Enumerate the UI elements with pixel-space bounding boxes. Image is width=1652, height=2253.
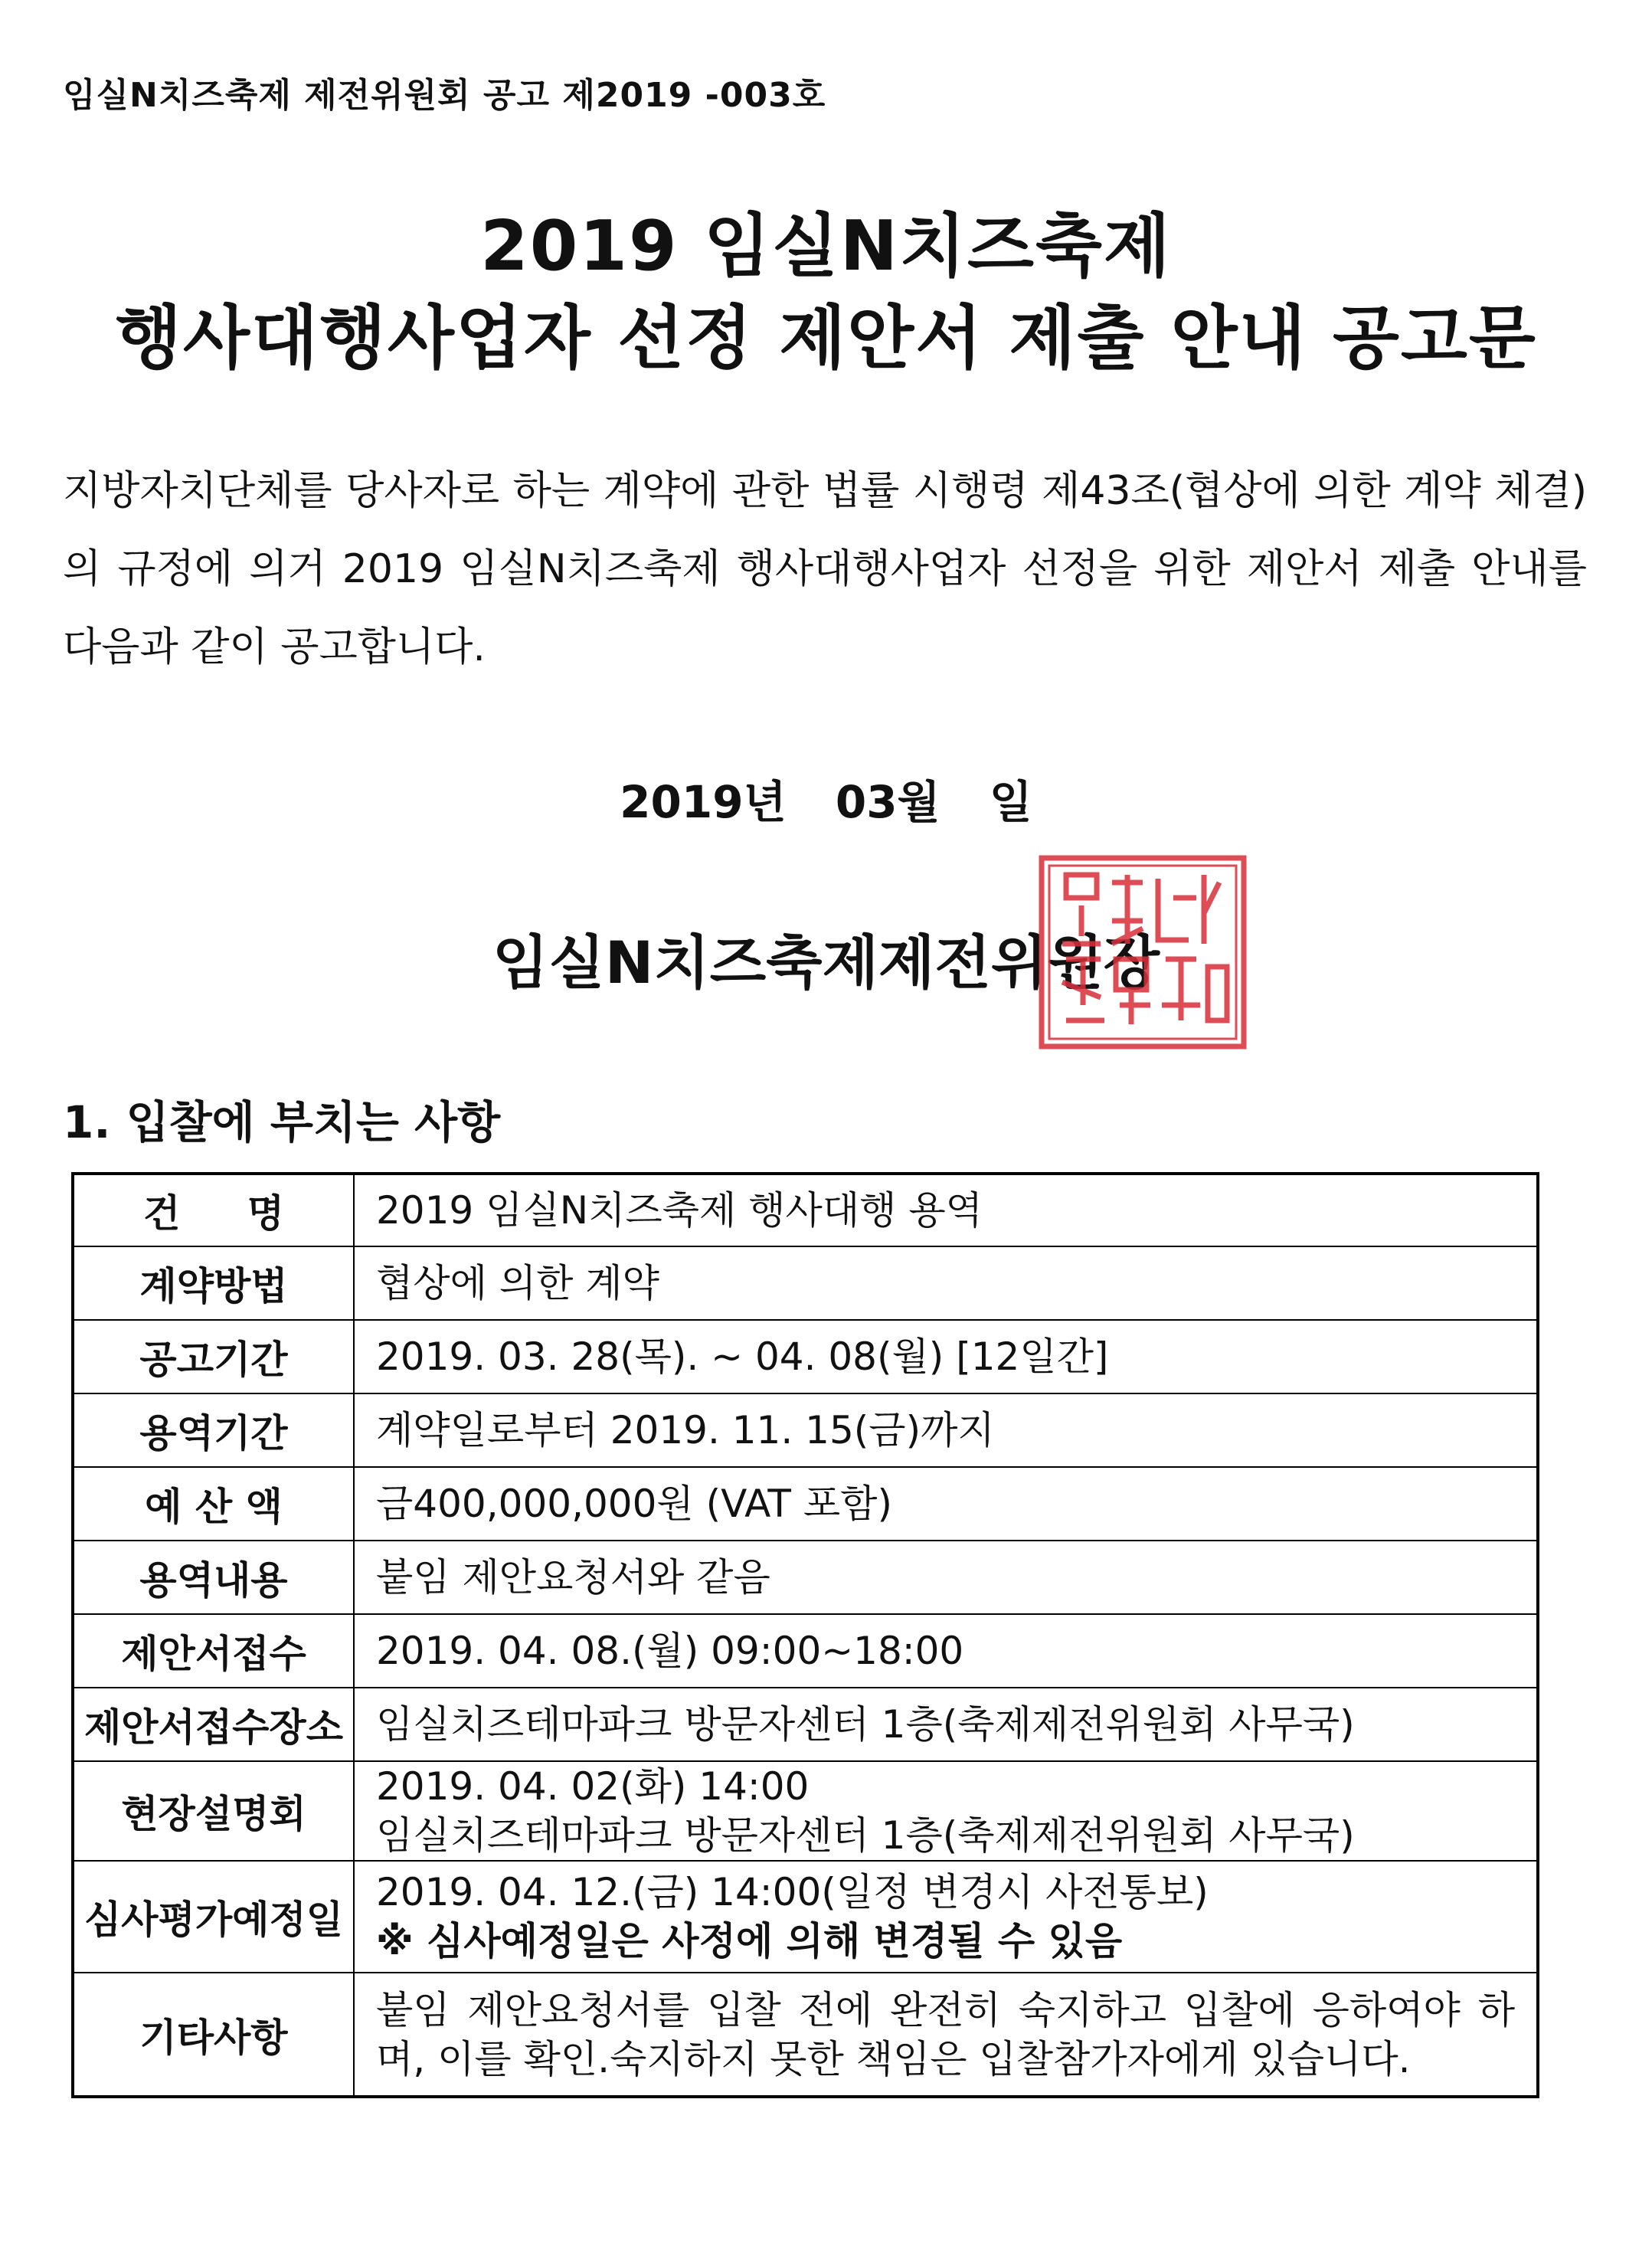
row-value: [354, 1320, 1538, 1393]
intro-paragraph: 지방자치단체를 당사자로 하는 계약에 관한 법률 시행령 제43조(협상에 의한 계약 체결)의 규정에 의거 2019 임실N치즈축제 행사대행사업자 선정을 위한 제안서 제출 안내를 다음과 같이 공고합니다.: [63, 468, 1587, 670]
value-line: 임실치즈테마파크 방문자센터 1층(축제제전위원회 사무국): [376, 1813, 1355, 1858]
value-line: 임실치즈테마파크 방문자센터 1층(축제제전위원회 사무국): [376, 1702, 1355, 1747]
section-1-heading: 1. 입찰에 부치는 사항: [63, 1096, 501, 1148]
row-label: 기타사항: [73, 1973, 354, 2097]
value-line: 금400,000,000원 (VAT 포함): [376, 1482, 892, 1526]
date-day: 일: [989, 776, 1032, 828]
title-line-2: 행사대행사업자 선정 제안서 제출 안내 공고문: [115, 298, 1537, 378]
row-value: [354, 1467, 1538, 1541]
value-line: 2019. 04. 02(화) 14:00: [376, 1764, 810, 1809]
value-line: 2019. 04. 12.(금) 14:00(일정 변경시 사전통보): [376, 1870, 1209, 1914]
table-row: [73, 1174, 1538, 1246]
table-row: [73, 1688, 1538, 1761]
row-value: [354, 1246, 1538, 1320]
value-line: 붙임 제안요청서를 입찰 전에 완전히 숙지하고 입찰에 응하여야 하며, 이를 확인.숙지하지 못한 책임은 입찰참가자에게 있습니다.: [376, 1987, 1515, 2081]
official-seal-stamp: [1035, 852, 1250, 1053]
table-row: [73, 1973, 1538, 2097]
row-value: [354, 1688, 1538, 1761]
row-value: [354, 1861, 1538, 1973]
table-row: [73, 1246, 1538, 1320]
row-label: 현장설명회: [73, 1761, 354, 1861]
table-row: [73, 1467, 1538, 1541]
row-label: 제안서접수: [73, 1614, 354, 1688]
table-row: [73, 1320, 1538, 1393]
seal-strokes: [1042, 858, 1244, 1046]
row-value: [354, 1973, 1538, 2097]
notice-date: [0, 766, 1652, 830]
date-year: 2019년: [620, 776, 787, 828]
title-line-1: 2019 임실N치즈축제: [480, 206, 1172, 287]
bid-info-table: [71, 1172, 1539, 2098]
document-number: 임실N치즈축제 제전위원회 공고 제2019 -003호: [63, 76, 826, 115]
value-line: 2019. 04. 08.(월) 09:00~18:00: [376, 1629, 964, 1673]
value-line: 계약일로부터 2019. 11. 15(금)까지: [376, 1408, 995, 1452]
row-value: [354, 1614, 1538, 1688]
row-label: 용역기간: [73, 1393, 354, 1467]
value-line: 붙임 제안요청서와 같음: [376, 1555, 770, 1600]
date-month: 03월: [835, 776, 940, 828]
issuer-name: 임실N치즈축제제전위원장: [492, 928, 1160, 997]
table-row: [73, 1393, 1538, 1467]
row-label: 제안서접수장소: [73, 1688, 354, 1761]
row-label: 예 산 액: [73, 1467, 354, 1541]
value-line: 협상에 의한 계약: [376, 1261, 659, 1305]
table-row: [73, 1614, 1538, 1688]
table-row: [73, 1861, 1538, 1973]
table-row: [73, 1761, 1538, 1861]
row-label: 심사평가예정일: [73, 1861, 354, 1973]
row-label: 용역내용: [73, 1541, 354, 1614]
value-line: 2019. 03. 28(목). ~ 04. 08(월) [12일간]: [376, 1334, 1109, 1379]
value-line: 2019 임실N치즈축제 행사대행 용역: [376, 1188, 983, 1233]
row-label: 계약방법: [73, 1246, 354, 1320]
row-value: [354, 1174, 1538, 1246]
row-label: 공고기간: [73, 1320, 354, 1393]
value-line-notice: ※ 심사예정일은 사정에 의해 변경될 수 있음: [376, 1919, 1123, 1963]
row-label: 건 명: [73, 1174, 354, 1246]
row-value: [354, 1761, 1538, 1861]
table-row: [73, 1541, 1538, 1614]
row-value: [354, 1393, 1538, 1467]
row-value: [354, 1541, 1538, 1614]
